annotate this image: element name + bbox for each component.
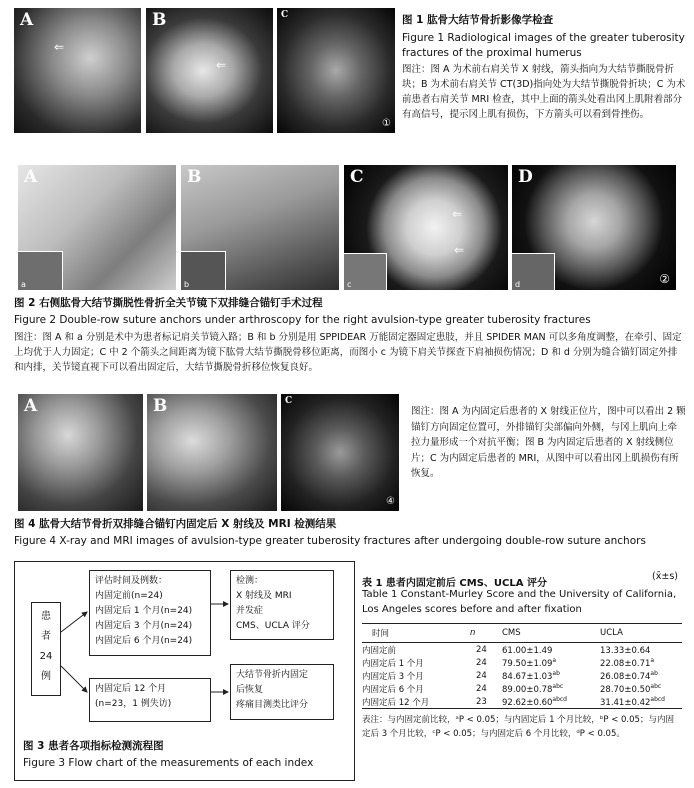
table-row [362,682,682,695]
table1-note: 表注：与内固定前比较，ᵃP < 0.05；与内固定后 1 个月比较，ᵇP < 0.05；与内固定后 3 个月比较，ᶜP < 0.05；与内固定后 6 个月比较，ᵈP < 0.05。 [362,715,674,739]
fig4-caption [14,516,686,549]
fig3-patients-char: 患 [41,611,51,622]
table-cell: 79.50±1.09 [502,658,553,669]
table-cell: 内固定后 1 个月 [362,658,424,669]
fig4-stamp: ④ [386,496,395,507]
fig3-outcome-line: 疼痛目测类比评分 [236,700,309,710]
fig3-patients-char: 例 [41,671,51,682]
table-cell: 24 [476,683,487,694]
table-cell [362,682,470,695]
fig4-label-b: B [153,396,168,416]
fig4-label-c: C [285,396,293,406]
fig3-detect-line: X 射线及 MRI [236,591,292,601]
table1-col-time: 时间 [372,629,390,639]
fig2-inset-a [18,251,63,290]
table-cell: 内固定后 12 个月 [362,697,430,708]
fig4-label-a: A [24,396,38,416]
arrow-icon: ⇐ [54,40,65,54]
table1-col-n: n [470,628,476,638]
fig2-panel-d [512,165,676,290]
table-cell [600,643,682,657]
table-cell-superscript: abc [552,682,564,690]
fig3-eval-box [89,570,211,656]
fig3-frame [14,561,355,781]
fig4-title-cn: 图 4 肱骨大结节骨折双排缝合锚钉内固定后 X 射线及 MRI 检测结果 [14,518,337,530]
fig2-stamp: ② [659,272,670,286]
fig3-eval-line: 内固定后 3 个月(n=24) [95,621,193,631]
table-cell: 24 [476,644,487,655]
fig1-title-en-1: Figure 1 Radiological images of the greater tuberosity [402,32,685,44]
fig2-inset-b [181,251,226,290]
fig2-sublabel-b: b [184,280,190,289]
fig2-caption [14,295,686,375]
fig2-title-cn: 图 2 右侧肱骨大结节撕脱性骨折全关节镜下双排缝合锚钉手术过程 [14,297,323,309]
table-cell [470,669,502,682]
arrow-icon: ⇐ [454,243,465,257]
fig2-label-a: A [24,167,38,187]
table-cell [470,643,502,657]
fig1-caption [402,12,686,122]
table-cell [502,695,600,709]
fig3-outcome-line: 后恢复 [236,685,264,695]
fig2-panel-c [344,165,508,290]
table-cell: 92.62±0.60 [502,697,553,708]
table-cell [362,643,470,657]
fig2-sublabel-a: a [21,280,26,289]
fig2-panel-b [181,165,339,290]
fig1-label-c: C [281,10,289,20]
table-cell: 31.41±0.42 [600,697,651,708]
table1-title-en-2: Los Angeles scores before and after fixation [362,604,582,615]
table-cell [362,669,470,682]
fig2-panel-a [18,165,176,290]
fig1-title-en-2: fractures of the proximal humerus [402,47,582,59]
fig4-panel-a-xray [18,394,143,511]
fig3-patients-box [31,602,61,696]
fig4-panel-c-mri [281,394,399,511]
fig2-label-c: C [350,167,364,187]
fig3-followup-line: (n=23，1 例失访) [95,699,172,709]
fig3-eval-line: 内固定前(n=24) [95,591,163,601]
table-cell: 13.33±0.64 [600,645,651,656]
table-cell: 89.00±0.78 [502,684,553,695]
fig2-sublabel-d: d [515,280,521,289]
fig2-sublabel-c: c [347,280,352,289]
fig4-note-block [411,404,686,482]
fig3-detect-line: CMS、UCLA 评分 [236,621,310,631]
fig3-patients-char: 者 [41,631,51,642]
table-cell [470,656,502,669]
fig3-caption [23,738,348,771]
arrow-patients-to-followup [61,666,87,692]
fig3-detect-line: 并发症 [236,606,264,616]
fig4-title-en: Figure 4 X-ray and MRI images of avulsion-type greater tuberosity fractures after undergoing double-row suture anchors [14,535,646,547]
table1-header-row [362,624,682,643]
fig2-title-en: Figure 2 Double-row suture anchors under arthroscopy for the right avulsion-type greater tuberosity fractures [14,314,591,326]
fig3-followup-line: 内固定后 12 个月 [95,684,167,694]
table-cell-superscript: a [650,656,655,664]
table1-col-cms: CMS [502,628,521,638]
table-cell-superscript: abc [650,682,662,690]
fig3-outcome-box [230,664,334,720]
table-cell [362,656,470,669]
table-cell: 24 [476,657,487,668]
table-cell [502,643,600,657]
fig3-eval-line: 内固定后 1 个月(n=24) [95,606,193,616]
fig3-title-cn: 图 3 患者各项指标检测流程图 [23,740,164,752]
table-cell [502,669,600,682]
table-cell [600,656,682,669]
table-cell: 22.08±0.71 [600,658,651,669]
table-cell-superscript: a [552,656,557,664]
fig4-note: 图注：图 A 为内固定后患者的 X 射线正位片，图中可以看出 2 颗锚钉方向固定位置可，外排锚钉尖部偏向外侧，与冈上肌向上牵拉力量形成一个对抗平衡；图 B 为内固定后患者的 X 射线侧位片；C 为内固定后患者的 MRI，从图中可以看出冈上肌损伤有所恢复。 [411,406,686,479]
arrow-icon: ⇐ [216,58,227,72]
table-row [362,669,682,682]
fig3-detect-title: 检测： [236,576,264,586]
fig2-label-b: B [187,167,202,187]
table-cell: 28.70±0.50 [600,684,651,695]
table-cell-superscript: ab [552,669,560,677]
table-cell: 26.08±0.74 [600,671,651,682]
fig1-label-b: B [152,10,167,30]
table-row [362,643,682,657]
table-cell-superscript: ab [650,669,658,677]
fig2-inset-d [512,253,555,290]
fig3-detect-box [230,570,334,640]
fig2-inset-c [344,253,387,290]
table-cell [502,656,600,669]
table1-col-ucla: UCLA [600,628,623,638]
table-row [362,656,682,669]
fig4-panel-b-xray [147,394,277,511]
table-cell: 84.67±1.03 [502,671,553,682]
fig3-title-en: Figure 3 Flow chart of the measurements of each index [23,757,314,769]
fig1-panel-b-ct3d [146,8,273,133]
table-cell-superscript: abcd [650,695,665,703]
table1-title-cn: 表 1 患者内固定前后 CMS、UCLA 评分 [362,578,547,589]
fig3-patients-char: 24 [39,651,53,662]
table1-title-en-1: Table 1 Constant-Murley Score and the University of California, [362,589,677,600]
table-cell [600,695,682,709]
table1-block [362,571,682,741]
table-row [362,695,682,709]
table-cell: 61.00±1.49 [502,645,553,656]
fig3-followup-box [89,678,211,722]
fig1-panel-c-mri [277,8,395,133]
table-cell [470,682,502,695]
table-cell: 23 [476,696,487,707]
fig3-eval-line: 内固定后 6 个月(n=24) [95,636,193,646]
fig3-eval-title: 评估时间及例数： [95,576,168,586]
fig1-stamp: ① [382,118,391,129]
fig1-title-cn: 图 1 肱骨大结节骨折影像学检查 [402,14,554,26]
table-cell-superscript: abcd [552,695,567,703]
table-cell: 24 [476,670,487,681]
fig3-outcome-line: 大结节骨折内固定 [236,670,309,680]
arrow-icon: ⇐ [452,207,463,221]
fig2-note: 图注：图 A 和 a 分别是术中为患者标记肩关节镜入路；B 和 b 分别是用 SPPIDEAR 万能固定器固定患肢，并且 SPIDER MAN 可以多角度调整，在牵引、固定上均优于人力固定；C 中 2 个箭头之间距离为镜下肱骨大结节撕脱骨移位距离，而图小 c 为镜下肩关节探查下肩袖损伤情况；D 和 d 分别为缝合锚钉固定外排和内排，关节镜直视下可以看出固定后，大结节撕脱骨折移位恢复良好。 [14,332,682,373]
fig1-note: 图注：图 A 为术前右肩关节 X 射线，箭头指向为大结节撕脱骨折块；B 为术前右肩关节 CT(3D)指向处为大结节撕脱骨折块；C 为术前患者右肩关节 MRI 检查，其中上面的箭头处看出冈上肌附着部分有高信号，提示冈上肌有损伤，下方箭头可以看到骨挫伤。 [402,64,686,120]
table-cell [502,682,600,695]
table-cell [600,669,682,682]
table1 [362,623,682,709]
table-cell: 内固定前 [362,645,397,656]
fig1-label-a: A [20,10,34,30]
table-cell: 内固定后 3 个月 [362,671,424,682]
fig2-label-d: D [518,167,533,187]
arrow-patients-to-eval [61,612,87,632]
table-cell [470,695,502,709]
table1-unit: (x̄±s) [652,571,678,582]
table-cell [362,695,470,709]
table-cell: 内固定后 6 个月 [362,684,424,695]
table-cell [600,682,682,695]
fig1-panel-a-xray [14,8,141,133]
